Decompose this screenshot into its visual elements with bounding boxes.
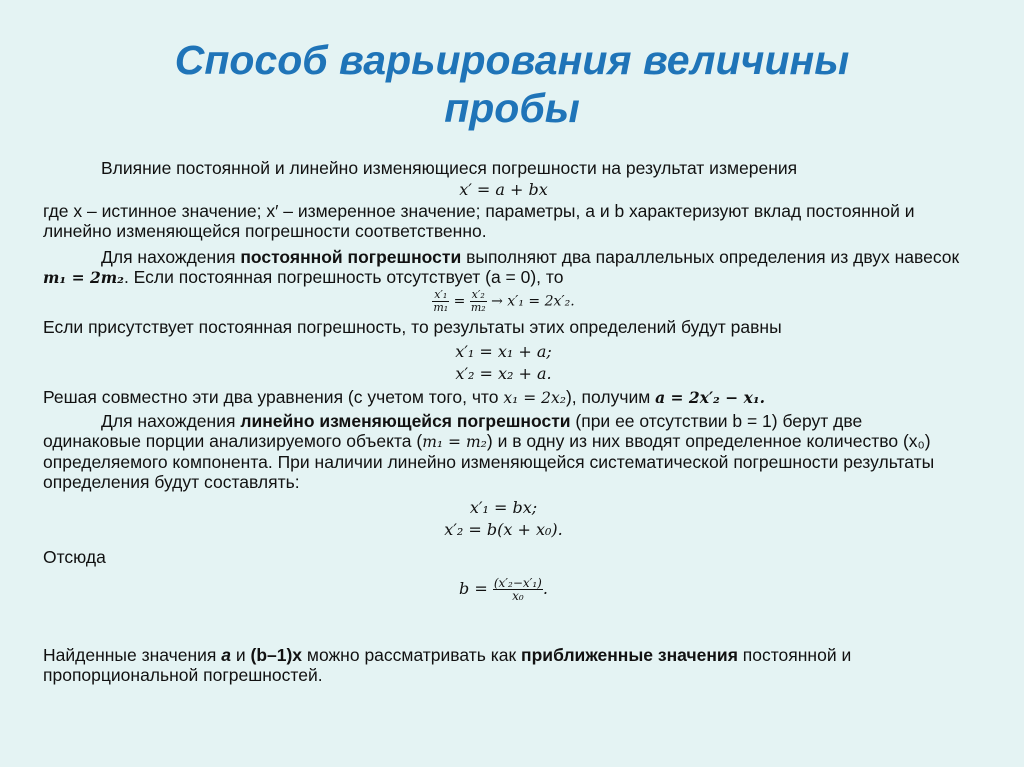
equals-sign: =: [453, 293, 466, 310]
math-inline: m₁ = m₂: [422, 433, 487, 451]
paragraph-hence: Отсюда: [43, 547, 106, 567]
paragraph-conclusion: [43, 645, 964, 685]
title-line-1: Способ варьирования величины: [174, 37, 850, 83]
text: постоянной и пропорциональной погрешностей.: [43, 645, 852, 685]
math-inline: m₁ = 2m₂: [43, 268, 124, 287]
text: выполняют два параллельных определения из двух навесок: [461, 247, 960, 267]
text: ), получим: [565, 387, 656, 407]
equation-bx-x0: x′₂ = b(x + x₀).: [444, 520, 563, 539]
text: ) и в одну из них вводят определенное количество (x₀) определяемого компонента. При наличии линейно изменяющейся систематической погрешности результаты определения будут составлять:: [43, 431, 935, 492]
fraction-denominator: x₀: [512, 589, 524, 603]
paragraph-definitions: где x – истинное значение; x′ – измеренное значение; параметры, a и b характеризуют вклад постоянной и линейно изменяющейся погрешности соответственно.: [43, 201, 915, 241]
fraction-numerator: x′₁: [434, 288, 448, 301]
fraction-numerator: (x′₂−x′₁): [493, 576, 542, 590]
bold-term: постоянной погрешности: [240, 247, 462, 267]
text: . Если постоянная погрешность отсутствует (a = 0), то: [123, 267, 564, 287]
bold-term: приближенные значения: [521, 645, 738, 665]
slide-title: [0, 36, 1024, 132]
equation-x2: x′₂ = x₂ + a.: [455, 364, 552, 383]
title-line-2: пробы: [444, 85, 580, 131]
paragraph-solve: [43, 387, 964, 408]
text: Решая совместно эти два уравнения (с учетом того, что: [43, 387, 504, 407]
text: Для нахождения: [101, 411, 241, 431]
paragraph-constant-error: [43, 247, 964, 288]
equation-ratio: [43, 289, 964, 314]
paragraph-intro: Влияние постоянной и линейно изменяющиеся погрешности на результат измерения: [101, 158, 798, 178]
slide-body: [43, 158, 964, 685]
equation-bx: x′₁ = bx;: [469, 498, 538, 517]
equation-rest: → x′₁ = 2x′₂.: [491, 293, 575, 310]
text: Для нахождения: [101, 247, 241, 267]
equation-main: x′ = a + bx: [459, 180, 548, 199]
equation-b: [43, 577, 964, 602]
paragraph-linear-error: [43, 411, 964, 492]
fraction-denominator: m₂: [470, 301, 486, 314]
text: (при ее отсутствии b = 1) берут две одинаковые порции анализируемого объекта (: [43, 411, 863, 451]
math-bold: a = 2x′₂ − x₁.: [655, 388, 766, 407]
symbol-a: a: [221, 645, 231, 665]
equation-lhs: b =: [459, 579, 488, 598]
fraction: [470, 289, 487, 314]
math-inline: x₁ = 2x₂: [503, 389, 566, 407]
fraction-denominator: m₁: [433, 301, 449, 314]
text: и: [231, 645, 251, 665]
bold-term: линейно изменяющейся погрешности: [240, 411, 571, 431]
spacer: [43, 603, 964, 645]
text: Найденные значения: [43, 645, 222, 665]
text: можно рассматривать как: [302, 645, 522, 665]
equation-end: .: [542, 579, 548, 598]
fraction: [432, 289, 449, 314]
equation-x1: x′₁ = x₁ + a;: [455, 342, 552, 361]
paragraph-present-error: Если присутствует постоянная погрешность, то результаты этих определений будут равны: [43, 317, 782, 337]
fraction: [493, 577, 543, 602]
symbol-b: (b–1)x: [250, 645, 303, 665]
fraction-numerator: x′₂: [471, 288, 485, 301]
